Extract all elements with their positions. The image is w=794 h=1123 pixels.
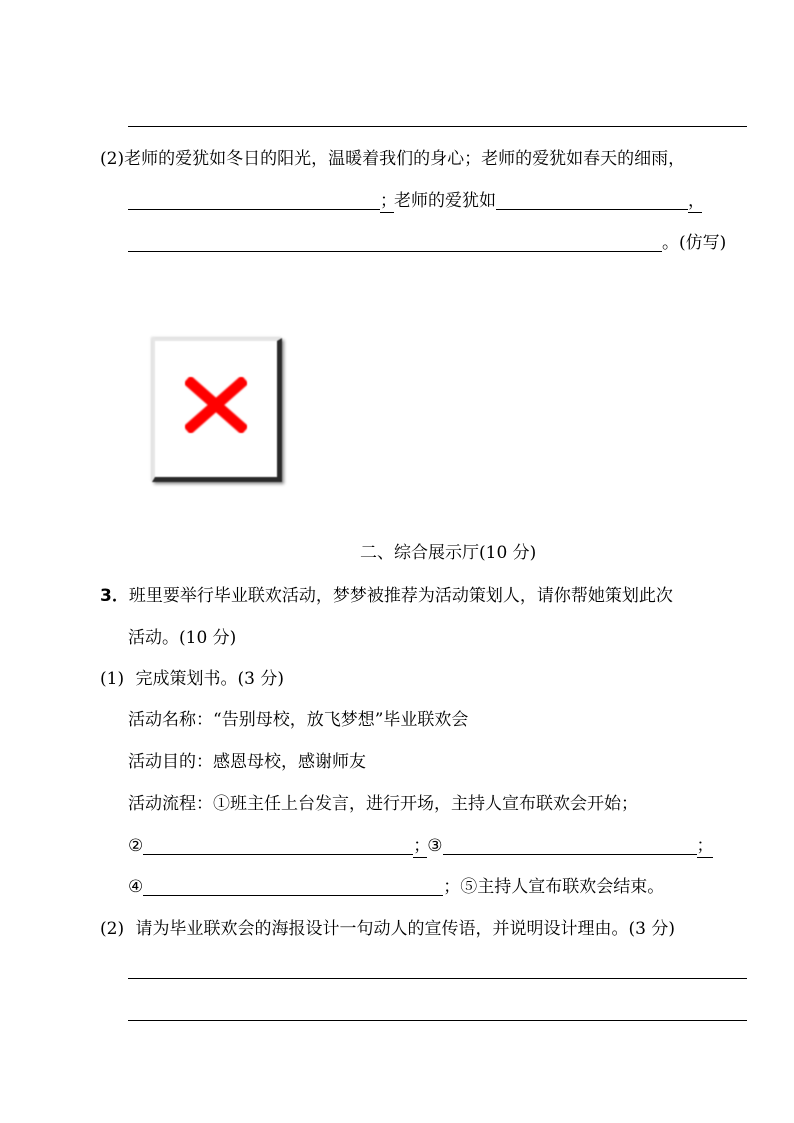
step5-text: ；⑤主持人宣布联欢会结束。 xyxy=(443,877,665,897)
flow-steps-4-5 xyxy=(128,876,664,898)
marker-2: ② xyxy=(128,836,144,856)
q2-end: 。(仿写) xyxy=(662,233,727,253)
q3-sub2-text: 请为毕业联欢会的海报设计一句动人的宣传语，并说明设计理由。(3 分) xyxy=(135,919,675,939)
q3-stem-line2: 活动。(10 分) xyxy=(128,628,237,648)
q3-stem-line1 xyxy=(100,585,673,607)
step4-blank[interactable] xyxy=(143,877,443,896)
answer-line-1[interactable] xyxy=(128,978,747,979)
q2-line2 xyxy=(128,190,705,213)
section-title: 二、综合展示厅(10 分) xyxy=(360,543,537,563)
marker-3: ③ xyxy=(427,836,443,856)
step2-blank[interactable] xyxy=(143,836,413,855)
q2-blank-2[interactable] xyxy=(496,191,688,210)
q2-prefix: (2) xyxy=(100,149,125,169)
q3-sub1-label: (1) xyxy=(100,669,125,689)
q2-line3 xyxy=(128,232,726,254)
step3-semi: ； xyxy=(696,836,714,856)
q2-line1 xyxy=(100,148,685,170)
activity-name: 活动名称：“告别母校，放飞梦想”毕业联欢会 xyxy=(128,710,469,730)
q2-text: 老师的爱犹如冬日的阳光，温暖着我们的身心；老师的爱犹如春天的细雨， xyxy=(124,149,686,169)
red-x-icon xyxy=(185,377,247,433)
q2-sep: ； xyxy=(380,191,397,211)
q3-sub1 xyxy=(100,668,284,690)
step3-blank[interactable] xyxy=(443,836,697,855)
q3-sub2-label: (2) xyxy=(100,919,125,939)
q3-sub2 xyxy=(100,918,675,940)
answer-line-top xyxy=(128,126,747,127)
activity-flow: 活动流程：①班主任上台发言，进行开场，主持人宣布联欢会开始； xyxy=(128,794,638,814)
q2-comma: ， xyxy=(688,191,705,211)
q3-number: 3． xyxy=(100,586,129,606)
q3-sub1-text: 完成策划书。(3 分) xyxy=(135,669,284,689)
step2-semi: ； xyxy=(413,836,431,856)
marker-4: ④ xyxy=(128,877,144,897)
q2-blank-1[interactable] xyxy=(128,191,380,210)
broken-image-icon xyxy=(152,338,282,482)
q2-blank-3[interactable] xyxy=(128,233,662,252)
q3-stem-text: 班里要举行毕业联欢活动，梦梦被推荐为活动策划人，请你帮她策划此次 xyxy=(128,586,673,606)
answer-line-2[interactable] xyxy=(128,1020,747,1021)
flow-steps-2-3 xyxy=(128,835,713,858)
q2-mid: 老师的爱犹如 xyxy=(394,191,496,211)
activity-purpose: 活动目的：感恩母校，感谢师友 xyxy=(128,752,366,772)
